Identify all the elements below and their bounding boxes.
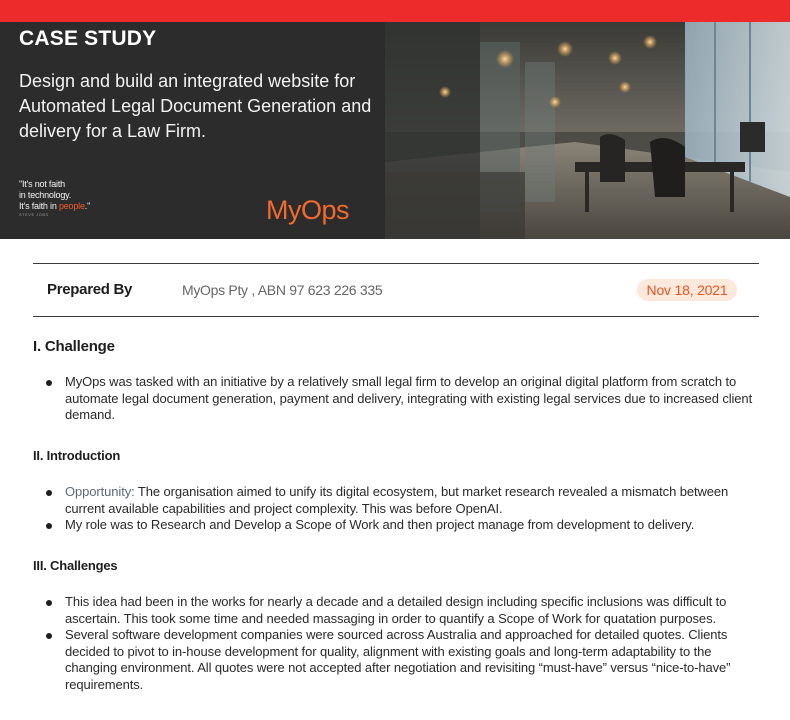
list-item-text: Several software development companies were sourced across Australia and approached for detailed quotes. Clients decided to pivot to in-house development for quality, alignment with existing goals and long-term adaptability to the changing environment. All quotes were not accepted after negotiation and revisiting “must-have” versus “nice-to-have” requirements. bbox=[65, 627, 731, 692]
page-title: Design and build an integrated website for Automated Legal Document Generation and delivery for a Law Firm. bbox=[19, 71, 372, 141]
office-photo-illustration bbox=[385, 22, 790, 239]
section-title-introduction: II. Introduction bbox=[33, 448, 121, 463]
list-item-label: Opportunity: bbox=[65, 484, 135, 499]
bullet-icon bbox=[46, 633, 52, 639]
bullet-icon bbox=[46, 523, 52, 529]
quote-attribution: STEVE JOBS bbox=[19, 212, 49, 217]
divider-bottom bbox=[33, 316, 759, 317]
quote-line-2: in technology. bbox=[19, 190, 72, 200]
list-item bbox=[46, 627, 761, 693]
quote-line-1: "It's not faith bbox=[19, 179, 65, 189]
list-item bbox=[46, 374, 761, 424]
hero-banner bbox=[0, 22, 385, 239]
quote-line-3-prefix: It's faith in bbox=[19, 201, 59, 211]
challenges-list bbox=[46, 594, 761, 693]
top-accent-bar bbox=[0, 0, 790, 22]
bullet-icon bbox=[46, 600, 52, 606]
section-title-challenges: III. Challenges bbox=[33, 558, 118, 573]
section-title-challenge: I. Challenge bbox=[33, 338, 115, 355]
bullet-icon bbox=[46, 490, 52, 496]
divider-top bbox=[33, 263, 759, 264]
case-study-label: CASE STUDY bbox=[19, 27, 157, 50]
list-item bbox=[46, 594, 761, 627]
list-item-text: The organisation aimed to unify its digital ecosystem, but market research revealed a mismatch between current available capabilities and project complexity. This was before OpenAI. bbox=[65, 484, 729, 516]
prepared-by-label: Prepared By bbox=[47, 281, 133, 298]
introduction-list bbox=[46, 484, 761, 534]
quote-line-3 bbox=[19, 201, 90, 212]
office-photo bbox=[385, 22, 790, 239]
myops-logo: MyOps bbox=[266, 195, 350, 225]
hero-quote bbox=[19, 179, 90, 218]
list-item bbox=[46, 517, 761, 534]
challenge-list bbox=[46, 374, 761, 424]
prepared-by-value: MyOps Pty , ABN 97 623 226 335 bbox=[182, 282, 383, 298]
list-item-text: My role was to Research and Develop a Scope of Work and then project manage from development to delivery. bbox=[65, 517, 695, 532]
quote-line-3-suffix: ." bbox=[84, 201, 91, 211]
list-item-text: MyOps was tasked with an initiative by a relatively small legal firm to develop an original digital platform from scratch to automate legal document generation, payment and delivery, integrating with existing legal services due to increased client demand. bbox=[65, 374, 753, 422]
list-item-text: This idea had been in the works for nearly a decade and a detailed design including specific inclusions was difficult to ascertain. This took some time and needed massaging in order to quantify a Scope of Work for quatation purposes. bbox=[65, 594, 727, 626]
list-item bbox=[46, 484, 761, 517]
bullet-icon bbox=[46, 380, 52, 386]
quote-accent-word: people bbox=[58, 201, 85, 211]
date-badge: Nov 18, 2021 bbox=[637, 279, 737, 301]
